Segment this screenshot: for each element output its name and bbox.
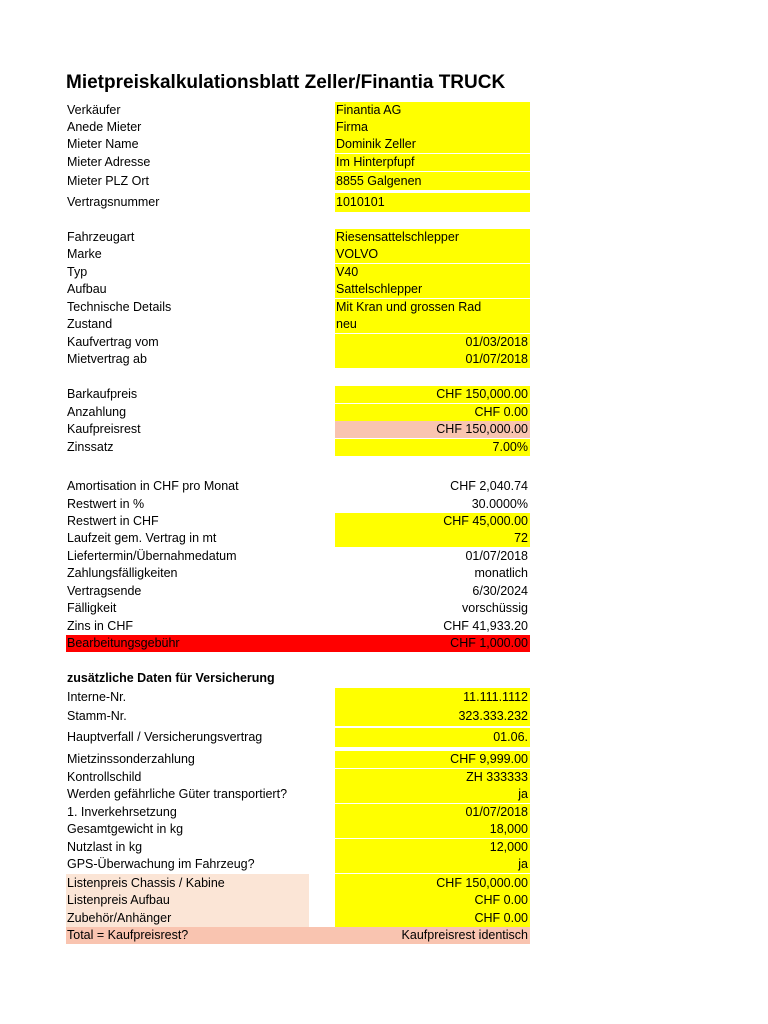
value-technische-details[interactable]: Mit Kran und grossen Rad	[335, 299, 530, 316]
value-mietvertrag-ab[interactable]: 01/07/2018	[335, 351, 530, 368]
label-bearbeitungsgebuhr: Bearbeitungsgebühr	[67, 636, 180, 650]
value-total-kaufpreisrest[interactable]: Kaufpreisrest identisch	[401, 928, 528, 942]
value-zustand[interactable]: neu	[335, 316, 530, 333]
value-typ[interactable]: V40	[335, 264, 530, 281]
label-verkaufer: Verkäufer	[67, 103, 121, 117]
value-nutzlast-in-kg[interactable]: 12,000	[335, 839, 530, 856]
label-mietvertrag-ab: Mietvertrag ab	[67, 352, 147, 366]
value-anede-mieter[interactable]: Firma	[335, 119, 530, 136]
label-listenpreis-aufbau: Listenpreis Aufbau	[66, 892, 309, 909]
label-restwert-in: Restwert in %	[67, 497, 145, 511]
label-aufbau: Aufbau	[67, 282, 107, 296]
value-mieter-name[interactable]: Dominik Zeller	[335, 136, 530, 153]
label-gps-uberwachung-im-fahrzeug: GPS-Überwachung im Fahrzeug?	[67, 857, 255, 871]
label-1-inverkehrsetzung: 1. Inverkehrsetzung	[67, 805, 177, 819]
label-zusatzliche-daten-fur-versicherung: zusätzliche Daten für Versicherung	[67, 671, 275, 685]
label-mieter-name: Mieter Name	[67, 137, 139, 151]
value-zubehor-anhanger[interactable]: CHF 0.00	[335, 909, 530, 927]
label-nutzlast-in-kg: Nutzlast in kg	[67, 840, 143, 854]
label-zahlungsfalligkeiten: Zahlungsfälligkeiten	[67, 566, 178, 580]
value-1-inverkehrsetzung[interactable]: 01/07/2018	[335, 804, 530, 821]
value-kaufpreisrest[interactable]: CHF 150,000.00	[335, 421, 530, 438]
value-bearbeitungsgebuhr[interactable]: CHF 1,000.00	[450, 636, 528, 650]
label-kaufpreisrest: Kaufpreisrest	[67, 422, 141, 436]
value-kontrollschild[interactable]: ZH 333333	[335, 769, 530, 786]
label-amortisation-in-chf-pro-monat: Amortisation in CHF pro Monat	[67, 479, 239, 493]
label-listenpreis-chassis-kabine: Listenpreis Chassis / Kabine	[66, 874, 309, 892]
label-mietzinssonderzahlung: Mietzinssonderzahlung	[67, 752, 195, 766]
label-vertragsende: Vertragsende	[67, 584, 142, 598]
value-restwert-in-chf[interactable]: CHF 45,000.00	[335, 513, 530, 530]
value-restwert-in[interactable]: 30.0000%	[471, 497, 528, 511]
label-hauptverfall-versicherungsvertrag: Hauptverfall / Versicherungsvertrag	[67, 730, 263, 744]
value-liefertermin-ubernahmedatum[interactable]: 01/07/2018	[465, 549, 528, 563]
label-stamm-nr: Stamm-Nr.	[67, 709, 127, 723]
label-werden-gefahrliche-guter-transportiert: Werden gefährliche Güter transportiert?	[67, 787, 288, 801]
value-laufzeit-gem-vertrag-in-mt[interactable]: 72	[335, 530, 530, 547]
value-zins-in-chf[interactable]: CHF 41,933.20	[443, 619, 528, 633]
label-kaufvertrag-vom: Kaufvertrag vom	[67, 335, 159, 349]
value-vertragsende[interactable]: 6/30/2024	[472, 584, 528, 598]
value-listenpreis-chassis-kabine[interactable]: CHF 150,000.00	[335, 874, 530, 892]
sheet-title: Mietpreiskalkulationsblatt Zeller/Finantia TRUCK	[66, 72, 506, 93]
value-gesamtgewicht-in-kg[interactable]: 18,000	[335, 821, 530, 838]
value-vertragsnummer[interactable]: 1010101	[335, 193, 530, 212]
value-falligkeit[interactable]: vorschüssig	[462, 601, 528, 615]
label-technische-details: Technische Details	[67, 300, 172, 314]
label-total-kaufpreisrest: Total = Kaufpreisrest?	[67, 928, 189, 942]
value-zahlungsfalligkeiten[interactable]: monatlich	[474, 566, 528, 580]
value-listenpreis-aufbau[interactable]: CHF 0.00	[335, 892, 530, 909]
value-gps-uberwachung-im-fahrzeug[interactable]: ja	[335, 856, 530, 873]
label-vertragsnummer: Vertragsnummer	[67, 195, 160, 209]
value-aufbau[interactable]: Sattelschlepper	[335, 281, 530, 298]
value-interne-nr[interactable]: 11.111.1112	[335, 688, 530, 707]
label-zinssatz: Zinssatz	[67, 440, 114, 454]
label-anede-mieter: Anede Mieter	[67, 120, 142, 134]
label-laufzeit-gem-vertrag-in-mt: Laufzeit gem. Vertrag in mt	[67, 531, 217, 545]
value-barkaufpreis[interactable]: CHF 150,000.00	[335, 386, 530, 403]
label-marke: Marke	[67, 247, 102, 261]
label-anzahlung: Anzahlung	[67, 405, 127, 419]
label-zustand: Zustand	[67, 317, 113, 331]
label-typ: Typ	[67, 265, 88, 279]
value-zinssatz[interactable]: 7.00%	[335, 439, 530, 456]
label-kontrollschild: Kontrollschild	[67, 770, 142, 784]
label-zins-in-chf: Zins in CHF	[67, 619, 133, 633]
label-restwert-in-chf: Restwert in CHF	[67, 514, 159, 528]
value-amortisation-in-chf-pro-monat[interactable]: CHF 2,040.74	[450, 479, 528, 493]
label-zubehor-anhanger: Zubehör/Anhänger	[66, 909, 309, 927]
label-liefertermin-ubernahmedatum: Liefertermin/Übernahmedatum	[67, 549, 237, 563]
value-mietzinssonderzahlung[interactable]: CHF 9,999.00	[335, 751, 530, 768]
value-stamm-nr[interactable]: 323.333.232	[335, 707, 530, 726]
value-werden-gefahrliche-guter-transportiert[interactable]: ja	[335, 786, 530, 803]
value-mieter-adresse[interactable]: Im Hinterpfupf	[335, 154, 530, 171]
label-mieter-plz-ort: Mieter PLZ Ort	[67, 174, 149, 188]
value-fahrzeugart[interactable]: Riesensattelschlepper	[335, 229, 530, 246]
value-hauptverfall-versicherungsvertrag[interactable]: 01.06.	[335, 728, 530, 747]
label-mieter-adresse: Mieter Adresse	[67, 155, 151, 169]
value-anzahlung[interactable]: CHF 0.00	[335, 404, 530, 421]
label-interne-nr: Interne-Nr.	[67, 690, 127, 704]
label-gesamtgewicht-in-kg: Gesamtgewicht in kg	[67, 822, 184, 836]
label-fahrzeugart: Fahrzeugart	[67, 230, 135, 244]
label-falligkeit: Fälligkeit	[67, 601, 117, 615]
label-barkaufpreis: Barkaufpreis	[67, 387, 138, 401]
value-verkaufer[interactable]: Finantia AG	[335, 102, 530, 119]
value-kaufvertrag-vom[interactable]: 01/03/2018	[335, 334, 530, 351]
value-mieter-plz-ort[interactable]: 8855 Galgenen	[335, 172, 530, 190]
value-marke[interactable]: VOLVO	[335, 246, 530, 263]
